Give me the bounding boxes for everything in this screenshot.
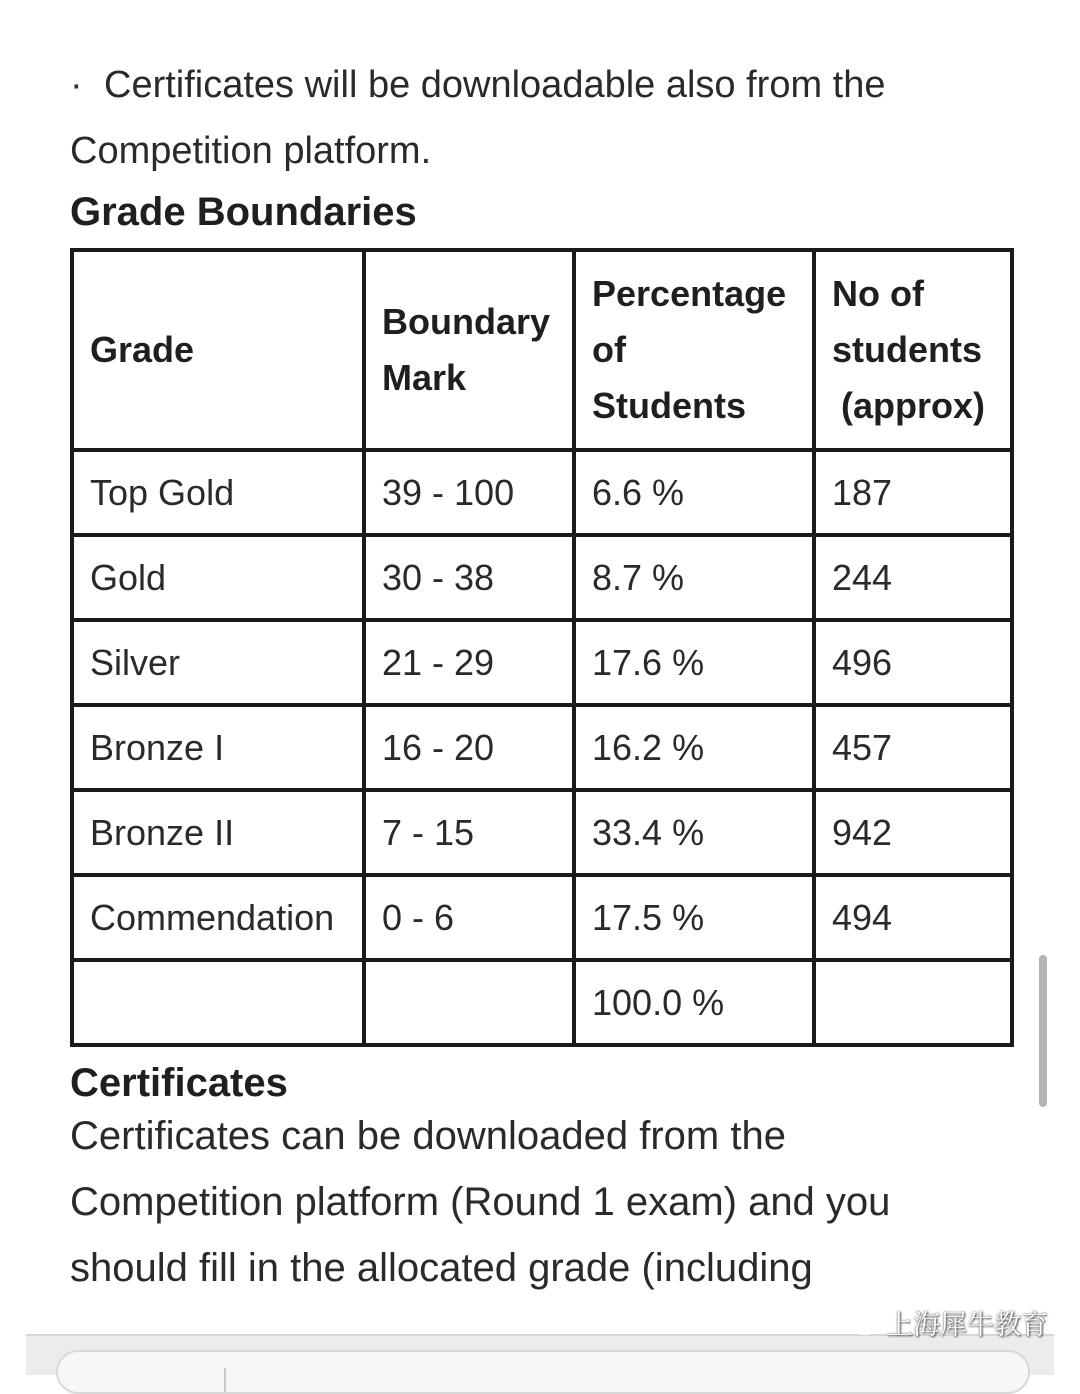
bullet-glyph: · [70, 64, 83, 106]
address-bar[interactable] [56, 1350, 1030, 1394]
cell-percentage: 33.4 % [574, 790, 814, 875]
watermark [840, 1302, 1048, 1342]
article-content [70, 52, 1010, 1301]
cell-mark: 30 - 38 [364, 535, 574, 620]
cell-grade: Top Gold [72, 450, 364, 535]
wechat-icon [840, 1307, 878, 1337]
cell-students: 942 [814, 790, 1012, 875]
certificates-line-1: Certificates can be downloaded from the [70, 1114, 786, 1158]
cell-percentage: 8.7 % [574, 535, 814, 620]
cell-mark: 0 - 6 [364, 875, 574, 960]
header-grade: Grade [72, 250, 364, 450]
cell-students: 187 [814, 450, 1012, 535]
cell-percentage-total: 100.0 % [574, 960, 814, 1045]
certificates-line-3: should fill in the allocated grade (including [70, 1246, 813, 1290]
cell-percentage: 16.2 % [574, 705, 814, 790]
cell-grade: Bronze I [72, 705, 364, 790]
table-header-row [72, 250, 1012, 450]
header-students: No of students (approx) [814, 250, 1012, 450]
table-row [72, 450, 1012, 535]
cell-grade: Silver [72, 620, 364, 705]
table-row [72, 790, 1012, 875]
cell-students: 244 [814, 535, 1012, 620]
grade-boundaries-table [70, 248, 1014, 1047]
cell-percentage: 6.6 % [574, 450, 814, 535]
cell-grade: Gold [72, 535, 364, 620]
cell-grade [72, 960, 364, 1045]
certificates-paragraph [70, 1103, 1010, 1301]
cell-percentage: 17.6 % [574, 620, 814, 705]
header-percentage: Percentage of Students [574, 250, 814, 450]
bullet-line-1: Certificates will be downloadable also from the [104, 64, 886, 106]
watermark-text: 上海犀牛教育 [886, 1309, 1048, 1341]
certificates-line-2: Competition platform (Round 1 exam) and you [70, 1180, 891, 1224]
cell-mark: 16 - 20 [364, 705, 574, 790]
vertical-scrollbar[interactable] [1039, 955, 1047, 1107]
cell-mark [364, 960, 574, 1045]
address-bar-divider [224, 1368, 226, 1392]
cell-mark: 39 - 100 [364, 450, 574, 535]
table-row [72, 875, 1012, 960]
header-boundary-mark: Boundary Mark [364, 250, 574, 450]
cell-students: 496 [814, 620, 1012, 705]
cell-students [814, 960, 1012, 1045]
table-row [72, 620, 1012, 705]
grade-boundaries-title: Grade Boundaries [70, 190, 417, 234]
cell-percentage: 17.5 % [574, 875, 814, 960]
table-row [72, 705, 1012, 790]
bullet-line-2: Competition platform. [70, 130, 432, 172]
table-row [72, 535, 1012, 620]
certificates-title: Certificates [70, 1061, 288, 1105]
cell-mark: 21 - 29 [364, 620, 574, 705]
bullet-text [70, 52, 1010, 118]
cell-students: 457 [814, 705, 1012, 790]
table-total-row [72, 960, 1012, 1045]
cell-students: 494 [814, 875, 1012, 960]
cell-grade: Bronze II [72, 790, 364, 875]
cell-mark: 7 - 15 [364, 790, 574, 875]
cell-grade: Commendation [72, 875, 364, 960]
